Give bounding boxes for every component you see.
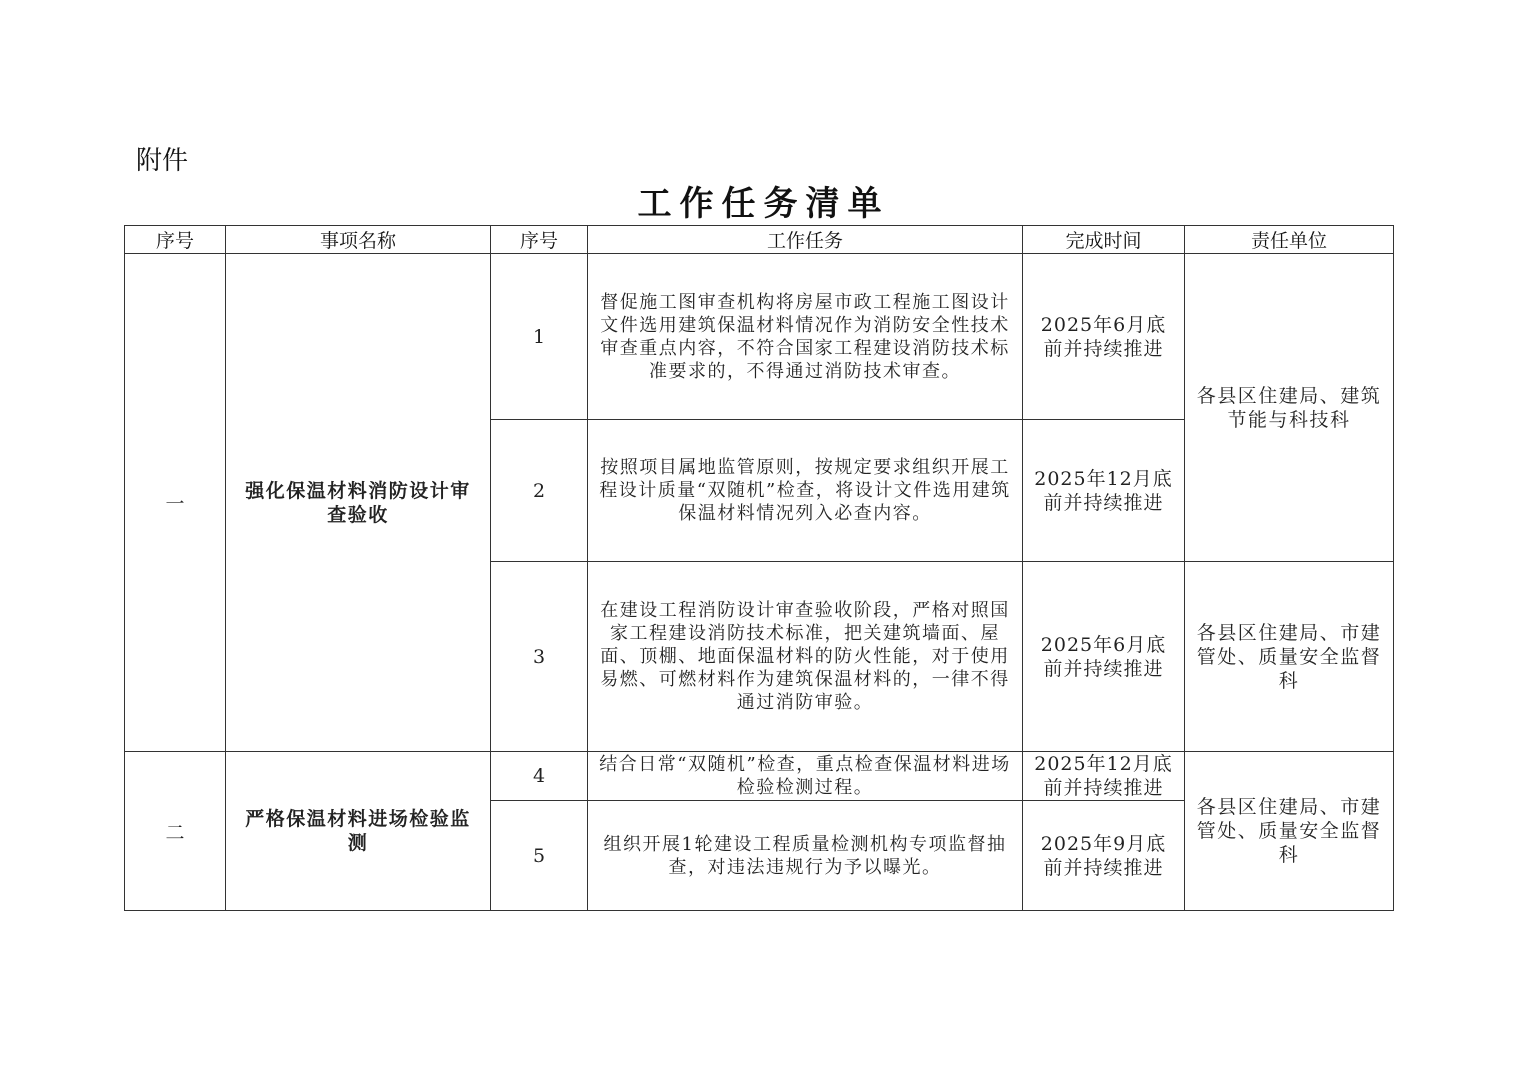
task-deadline: 2025年6月底前并持续推进 — [1023, 254, 1185, 420]
group-seq: 一 — [125, 254, 226, 752]
header-task: 工作任务 — [588, 226, 1023, 254]
header-deadline: 完成时间 — [1023, 226, 1185, 254]
task-description: 结合日常“双随机”检查，重点检查保温材料进场检验检测过程。 — [588, 752, 1023, 801]
group-name: 严格保温材料进场检验监测 — [226, 752, 491, 911]
document-title: 工作任务清单 — [637, 184, 890, 224]
task-seq: 1 — [491, 254, 588, 420]
task-seq: 5 — [491, 801, 588, 911]
task-seq: 2 — [491, 420, 588, 562]
task-deadline: 2025年6月底前并持续推进 — [1023, 562, 1185, 752]
task-description: 组织开展1轮建设工程质量检测机构专项监督抽查，对违法违规行为予以曝光。 — [588, 801, 1023, 911]
task-seq: 4 — [491, 752, 588, 801]
task-deadline: 2025年12月底前并持续推进 — [1023, 752, 1185, 801]
task-deadline: 2025年12月底前并持续推进 — [1023, 420, 1185, 562]
table-row — [125, 254, 1394, 420]
task-seq: 3 — [491, 562, 588, 752]
table-row — [125, 752, 1394, 801]
header-item-name: 事项名称 — [226, 226, 491, 254]
attachment-label: 附件 — [136, 146, 189, 176]
group-name: 强化保温材料消防设计审查验收 — [226, 254, 491, 752]
table-header-row — [125, 226, 1394, 254]
task-table — [124, 225, 1394, 911]
task-description: 按照项目属地监管原则，按规定要求组织开展工程设计质量“双随机”检查，将设计文件选用建筑保温材料情况列入必查内容。 — [588, 420, 1023, 562]
header-responsible: 责任单位 — [1185, 226, 1394, 254]
responsible-unit: 各县区住建局、市建管处、质量安全监督科 — [1185, 562, 1394, 752]
task-deadline: 2025年9月底前并持续推进 — [1023, 801, 1185, 911]
header-seq: 序号 — [125, 226, 226, 254]
responsible-unit: 各县区住建局、建筑节能与科技科 — [1185, 254, 1394, 562]
header-task-seq: 序号 — [491, 226, 588, 254]
task-description: 督促施工图审查机构将房屋市政工程施工图设计文件选用建筑保温材料情况作为消防安全性技术审查重点内容，不符合国家工程建设消防技术标准要求的，不得通过消防技术审查。 — [588, 254, 1023, 420]
responsible-unit: 各县区住建局、市建管处、质量安全监督科 — [1185, 752, 1394, 911]
task-description: 在建设工程消防设计审查验收阶段，严格对照国家工程建设消防技术标准，把关建筑墙面、屋面、顶棚、地面保温材料的防火性能，对于使用易燃、可燃材料作为建筑保温材料的，一律不得通过消防审验。 — [588, 562, 1023, 752]
group-seq: 二 — [125, 752, 226, 911]
